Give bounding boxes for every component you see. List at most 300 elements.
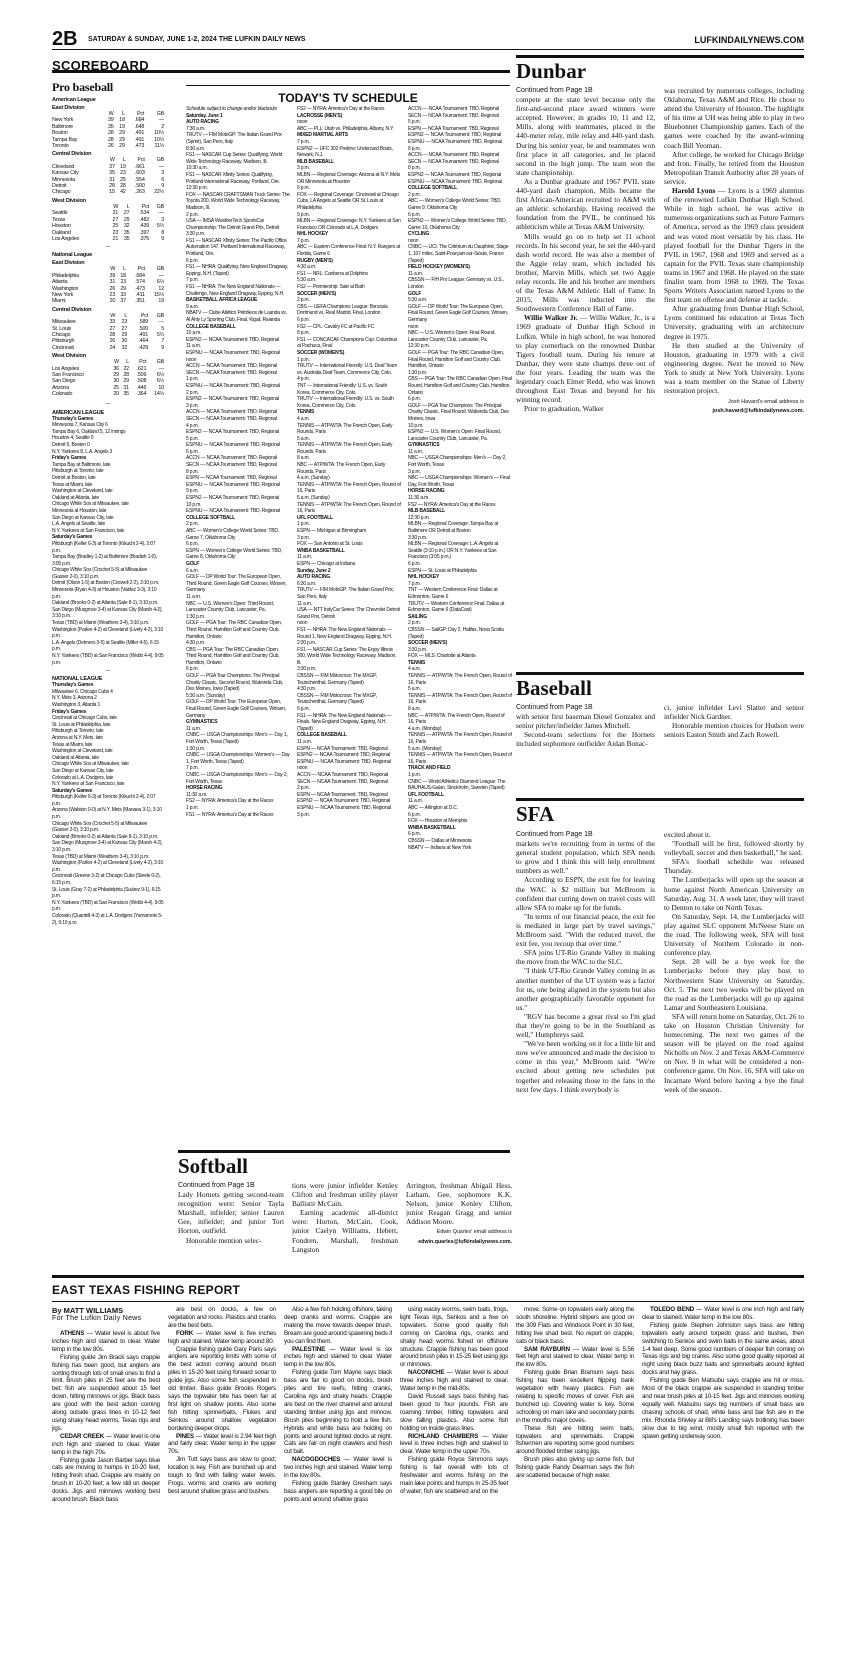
team-name: Arizona	[52, 384, 69, 391]
stat-cell: .375	[139, 235, 150, 242]
game-result: Detroit (Olson 1-5) at Boston (Criswell 2-2), 3:10 p.m.	[52, 580, 160, 587]
stat-cell: 29	[119, 136, 125, 143]
game-result: San Diego (Musgrove 3-4) at Kansas City (Marsh 4-2), 3:10 p.m.	[52, 840, 163, 854]
team-name: Detroit	[52, 183, 67, 190]
stat-cell: .589	[138, 319, 149, 326]
tv-listing: CNBC — USGA Championships: Men's — Day 1, Fort Worth, Texas (Taped)	[186, 732, 288, 745]
stat-cell: .473	[135, 285, 145, 292]
paragraph-lead: RICHLAND CHAMBERS	[408, 1432, 479, 1440]
fishing-col-6	[642, 1306, 804, 1660]
article-paragraph: was recruited by numerous colleges, including Oklahoma, Texas A&M and Rice. He chose to attend the University of Houston. The highlight of his time at UH was being able to play in two Bluebonnet Championship games. Each of the games were coached by the award-winning coach Bill Yeoman.	[664, 86, 804, 150]
article-paragraph: Lady Hornets getting second-team recognition were: Senior Tayla Marshall, infielder; senior Lauren Gee, infielder; and junior Tori Horton, outfield.	[178, 1190, 284, 1236]
softball-byline: Edwin Quarles' email address is	[436, 1229, 512, 1236]
tv-listing: FS1 — NASCAR Cup Series: Qualifying, World Wide Technology Raceway, Madison, Ill.	[186, 152, 283, 165]
game-result: Texas at Miami, late	[52, 481, 93, 488]
article-paragraph	[168, 1433, 276, 1457]
stat-cell: .429	[138, 344, 149, 351]
column-header: L	[124, 312, 128, 319]
tv-listing: 6 p.m.	[408, 211, 421, 218]
tv-listing: 7 p.m.	[297, 237, 310, 244]
article-paragraph	[52, 1433, 160, 1457]
paragraph-lead: NACONICHE	[408, 1369, 445, 1377]
tv-listing: 2 p.m.	[297, 297, 310, 304]
dunbar-email[interactable]: josh.havard@lufkindailynews.com.	[712, 408, 804, 415]
game-result: Houston 4, Seattle 0	[52, 435, 94, 442]
team-name: Minnesota	[52, 176, 76, 183]
column-header: Pct	[139, 359, 147, 366]
stat-cell: 5	[161, 325, 164, 332]
tv-listing: 4 a.m. (Monday)	[408, 725, 442, 732]
tv-listing: MLBN — Regional Coverage: N.Y. Yankees at San Francisco OR Colorado at L.A. Dodgers	[297, 218, 401, 231]
team-name: Tampa Bay	[52, 136, 78, 143]
tv-listing: 7 p.m.	[186, 277, 199, 284]
tv-listing: FS1 — NASCAR Xfinity Series: Qualifying, Portland International Raceway, Portland, Ore.	[186, 171, 280, 185]
stat-cell: 8	[161, 229, 164, 236]
column-header: W	[113, 203, 119, 210]
stat-cell: 22½	[154, 189, 164, 196]
stat-cell: 9	[161, 183, 164, 190]
tv-listing: CBS — PGA Tour: The RBC Canadian Open, Third Round, Hamilton Golf and Country Club, Hamilton, Ontario	[186, 646, 280, 666]
tv-listing: SECN — NCAA Tournament: TBD, Regional	[186, 415, 277, 422]
division-name: West Division	[52, 197, 86, 204]
team-name: San Diego	[52, 378, 76, 385]
tv-listing: FS2 — CPL: Cavalry FC at Pacific FC	[297, 323, 375, 330]
tv-listing: TENNIS — ATP/WTA: The French Open, Round of 16, Paris	[408, 692, 512, 706]
game-result: Washington 3, Atlanta 1	[52, 701, 101, 708]
stat-cell: 19	[120, 163, 126, 170]
article-paragraph: SFA's football schedule was released Thursday.	[664, 857, 804, 876]
softball-continued: Continued from Page 1B	[178, 1182, 255, 1189]
sfa-col-1	[516, 830, 655, 1250]
stat-cell: 26	[107, 143, 114, 150]
tv-listing: 3:30 p.m.	[408, 534, 428, 541]
article-paragraph	[664, 186, 804, 304]
tv-listing: 8 a.m.	[297, 455, 310, 462]
paragraph-text: — Water level is five inches high and stained. Water temp around 80.	[168, 1329, 276, 1345]
stat-cell: .500	[134, 183, 145, 190]
team-name: Boston	[52, 130, 68, 137]
tv-listing: GOLF — PGA Tour Champions: The Principal Charity Classic, Second Round, Wakonda Club, Des Moines, Iowa (Taped)	[186, 673, 284, 693]
tv-listing: 3 p.m.	[186, 402, 199, 409]
stat-cell: 26	[109, 338, 116, 345]
tv-listing: ESPN2 — NCAA Tournament: TBD, Regional	[186, 429, 280, 436]
tv-heading: COLLEGE BASEBALL	[186, 323, 236, 330]
tv-listing: 5:30 a.m.	[408, 297, 428, 304]
game-result: Washington at Cleveland, late	[52, 748, 113, 755]
tv-listing: SECN — NCAA Tournament: TBD, Regional	[186, 369, 277, 376]
scoreboard-title: SCOREBOARD	[52, 58, 149, 73]
tv-listing: TENNIS — ATP/WTA: The French Open, Round of 16, Paris	[408, 673, 512, 686]
tv-listing: 11:30 a.m.	[186, 791, 208, 798]
stat-cell: 21	[112, 235, 119, 242]
tv-listing: 11 a.m.	[186, 593, 201, 600]
sfa-title-bar	[516, 798, 804, 827]
article-paragraph: Fishing guide Ben Matsubu says crappie are hit or miss. Most of the black crappie are suspended in standing timber and near brush piles at 10-15 feet. Jigs and minnows working equally well. Matsubu says big numbers of small bass are chasing schools of shad, white bass and bar fish are in the mix. Rhonda Shivley at Bill's Landing says trotlining has been slow due to big wind, mostly small fish reported with the spawn getting underway soon.	[642, 1377, 804, 1440]
tv-heading: MLB BASEBALL	[297, 158, 335, 165]
tv-listing: 9 p.m.	[186, 488, 199, 495]
tv-listing: ABC — Women's College World Series: TBD, Game 7, Oklahoma City	[186, 528, 279, 541]
tv-listing: 2 p.m.	[408, 191, 421, 198]
team-name: Los Angeles	[52, 235, 80, 242]
table-row	[52, 391, 164, 397]
stat-cell: 35	[109, 170, 115, 177]
tv-listing: TNT — International Friendly: U.S. vs. South Korea, Commerce City, Colo.	[297, 382, 388, 396]
tv-listing: SECN — NCAA Tournament: TBD, Regional	[297, 778, 388, 785]
column-header: L	[122, 157, 126, 164]
stat-cell: .661	[134, 163, 145, 170]
stat-cell: 10	[158, 384, 164, 391]
article-paragraph: After college, he worked for Chicago Bridge and Iron. Finally, he retired from the Houston Metropolitan Transit Authority after 28 years of service.	[664, 149, 804, 186]
tv-listing: 10 a.m.	[186, 330, 202, 337]
game-result: N.Y. Yankees 8, L.A. Angels 3	[52, 448, 113, 455]
stat-cell: .684	[135, 272, 145, 279]
team-name: San Francisco	[52, 372, 84, 378]
paragraph-text: — Water level is one inch high and fairly clear to stained. Water temp in the low 80s.	[642, 1306, 804, 1321]
division-name: East Division	[52, 105, 85, 111]
column-header: W	[110, 266, 116, 273]
team-name: Kansas City	[52, 170, 79, 177]
tv-listing: NBATV — Clube Atlético Petróleos de Luanda vs. Al Ahly Ly Sporting Club, Final, Kigali, Rwanda	[186, 310, 287, 323]
tv-heading: GYMNASTICS	[408, 442, 440, 449]
stat-cell: 31	[123, 384, 129, 391]
tv-listing: TENNIS — ATP/WTA: The French Open, Round of 16, Paris	[297, 481, 401, 495]
tv-listing: TRUTV — International Friendly: U.S. vs. South Korea, Commerce City, Colo.	[297, 396, 394, 409]
column-header: L	[123, 266, 126, 273]
tv-listing: CBSSN — SailGP: Day 2, Halifax, Nova Scotia (Taped)	[408, 626, 504, 640]
al-games-list	[52, 416, 164, 667]
tv-listing: CNBC — UCI: The Critérium du Dauphiné, Stage 1, 107 miles, Saint-Pourçain-sur-Sioule, France (Taped)	[408, 244, 509, 264]
tv-listing: USA — NTT IndyCar Series: The Chevrolet Detroit Grand Prix, Detroit	[297, 607, 400, 620]
paragraph-lead: ATHENS	[60, 1330, 85, 1337]
tv-listing: FS2 — Premiership: Sale at Bath	[297, 284, 365, 291]
division-name: East Division	[52, 260, 85, 267]
stat-cell: 5½	[156, 331, 164, 338]
tv-listing: 3 p.m.	[297, 165, 310, 172]
tv-listing: ESPN — Michigan at Birmingham	[297, 528, 367, 534]
tv-title-bar	[186, 85, 510, 107]
game-result: Texas at Miami, late	[52, 741, 93, 748]
tv-listing: ESPN — Women's College World Series: TBD, Game 8, Oklahoma City	[186, 547, 283, 561]
tv-listing: 12:30 p.m.	[186, 185, 208, 192]
paragraph-text: — Water level is six inches high and stained to clear. Water temp in the low 80s.	[284, 1345, 392, 1369]
tv-listing: FS1 — NASCAR Xfinity Series: The Pacific Office Automation 147, Portland International Raceway, Portland, Ore.	[186, 237, 287, 258]
paragraph-text: — Water level is two inches high and stained. Water temp in the low 80s.	[284, 1456, 392, 1480]
tv-listing: FS2 — NYRA: America's Day at the Races	[297, 106, 385, 112]
article-paragraph: "Football will be first, followed shortly by volleyball, soccer and then basketball," he said.	[664, 839, 804, 858]
stat-cell: 42	[120, 189, 126, 196]
tv-listing: 7 p.m.	[297, 138, 310, 145]
tv-listing: ESPNU — NCAA Tournament: TBD, Regional	[297, 758, 391, 765]
tv-heading: AUTO RACING	[297, 574, 330, 581]
tv-listing: 6 p.m.	[408, 831, 421, 838]
article-paragraph: using wacky worms, swim baits, frogs, light Texas rigs, Senkos and a few on topwaters. Some good quality fish coming on Carolina rigs, cranks and shaky head worms fished on offshore structure. Crappie fishing has been good around brush piles in 15-25 feet using jigs or minnows.	[400, 1306, 508, 1369]
tv-listing: 11 a.m.	[408, 448, 423, 455]
tv-heading: LACROSSE (MEN'S)	[297, 112, 342, 119]
column-header: L	[126, 203, 130, 210]
dunbar-title-bar	[516, 55, 804, 84]
stat-cell: 6½	[156, 279, 164, 286]
stat-cell: 29	[119, 143, 125, 150]
stat-cell: 28	[120, 183, 126, 190]
game-result: Minnesota 7, Kansas City 6	[52, 422, 108, 429]
tv-listing: FOX — NASCAR CRAFTSMAN Truck Series: The Toyota 200, World Wide Technology Raceway, Madison, Ill.	[186, 191, 290, 211]
table-row	[52, 236, 164, 242]
tv-listing: 1 p.m.	[186, 804, 199, 811]
stat-cell: .411	[135, 291, 145, 298]
fishing-col-4	[400, 1306, 508, 1660]
tv-listing: 6 p.m.	[186, 666, 199, 673]
stat-cell: .500	[138, 325, 149, 332]
game-result: San Diego (Musgrove 3-4) at Kansas City (Marsh 4-2), 3:10 p.m.	[52, 606, 163, 620]
tv-listing: GOLF — PGA Tour Champions: The Principal Charity Classic, Final Round, Wakonda Club, Des Moines, Iowa	[408, 402, 509, 422]
paragraph-text: — Water level is 5.56 feet high and stained to clear. Water temp in the low 80s.	[516, 1345, 634, 1369]
stat-cell: 10½	[154, 136, 164, 143]
tv-listing: noon	[186, 356, 197, 363]
tv-listing: 4 p.m.	[297, 376, 310, 383]
nl-title: National League	[52, 252, 93, 259]
game-result: Chicago White Sox (Crochet 5-5) at Milwaukee (Gasser 2-0), 3:10 p.m.	[52, 567, 148, 580]
stat-cell: 23	[109, 291, 116, 298]
tv-col-3	[408, 106, 512, 1046]
softball-col-3	[406, 1181, 512, 1256]
stat-cell: .397	[139, 229, 150, 236]
tv-listing: 12:30 p.m.	[408, 343, 430, 350]
article-paragraph: Fishing guide Royce Simmons says fishing is fair overall with lots of freshwater and worms fishing on the main lake points and humps in 25-35 feet of water; fish are scattered and on the	[400, 1456, 508, 1495]
tv-listing: 1 p.m.	[186, 376, 199, 383]
stat-cell: 24	[109, 344, 116, 351]
stat-cell: 29	[123, 378, 129, 385]
tv-listing: 6:30 a.m.	[297, 580, 317, 587]
article-paragraph	[516, 313, 655, 404]
tv-listing: FS1 — NHRA: The New England Nationals — Finals, New England Dragway, Epping, N.H. (Taped)	[297, 712, 392, 732]
nl-games-title: NATIONAL LEAGUE	[52, 676, 103, 683]
tv-listing: 4:30 p.m.	[297, 686, 317, 693]
tv-listing: 2:30 p.m.	[297, 640, 317, 647]
stat-cell: 29	[123, 216, 130, 223]
stat-cell: .364	[136, 391, 147, 398]
paragraph-text: — Lyons is a 1969 alumnus of the renowned Lufkin Dunbar High School. While in high school, he was active in numerous organizations such as Future Farmers of America, served as the 1969 class president and was voted most versatile by his class. He played football for the Dunbar Tigers in the PVIL in 1967, 1968 and 1969 and served as a captain for the PVIL Texas state championship teams in 1967 and 1968. He played on the state finalist team from 1968 to 1969. The Texas Sports Writers Association named Lyons to the first team on offense and defense at tackle.	[664, 186, 804, 305]
stat-cell: .621	[136, 365, 147, 372]
tv-heading: COLLEGE SOFTBALL	[186, 514, 236, 521]
fishing-byline: By MATT WILLIAMS	[52, 1306, 124, 1315]
tv-listing: 11 a.m.	[408, 798, 423, 805]
tv-heading: MIXED MARTIAL ARTS	[297, 132, 348, 139]
tv-heading: SAILING	[408, 613, 427, 620]
tv-listing: MLBN — Regional Coverage: L.A. Angels at Seattle (3:10 p.m.) OR N.Y. Yankees at San Francisco (3:05 p.m.)	[408, 541, 499, 561]
tv-heading: MLB BASEBALL	[408, 508, 446, 515]
tv-listing: CBSSN — FIM Motocross: The MXGP, Teutschenthal, Germany (Taped)	[297, 692, 377, 706]
game-result: N.Y. Yankees (TBD) at San Francisco (Webb 4-4), 9:05 p.m.	[52, 899, 164, 913]
tv-listing: 11 a.m.	[297, 739, 312, 745]
stat-cell: 35	[123, 229, 130, 236]
tv-listing: noon	[297, 620, 308, 627]
tv-listing: 5:30 a.m. (Sunday)	[186, 692, 225, 699]
tv-listing: CNBC — USGA Championships: Women's — Day 1, Fort Worth, Texas (Taped)	[186, 752, 290, 765]
tv-listing: 2 p.m.	[408, 620, 421, 627]
standings-column: Pro baseball American League East Division W L Pct GB New York 39 18 .684 — Baltimore 35 19 .648 2 Boston 28 29 .491 10½ Tampa Bay 28 29 .491 10½ Toronto 26 29 .473 11½ Central Division W L Pct GB Cleveland 37 19 .661 — Kansas City 35 23 .603 3 Minnesota 31 25 .554 6 Detroit 28 28 .500 9 Chicago 15 42 .263 22½ West Division W L Pct GB Seattle 31 27 .534 — Texas 27 29 .482 3 Houston 25 32 .439 5½ Oakland 23 35 .397 8 Los Angeles 21 35 .375 9 — National League East Division W L Pct GB Philadelphia 39 18 .684 — Atlanta 31 23 .574 6½ Washington 26 29 .473 12 New York 23 33 .411 15½ Miami 20 37 .351 19 Central Division W L Pct GB Milwaukee 33 23 .589 — St. Louis 27 27 .500 5 Chicago 28 29 .491 5½ Pittsburgh 26 30 .464 7 Cincinnati 24 32 .429 9 West Division W L Pct GB Los Angeles 36 22 .621 — San Francisco 29 28 .509 6½ San Diego 30 29 .508 6½ Arizona 25 31 .446 10 Colorado 20 35 .364 14½ — AMERICAN LEAGUE Thursday's Games Minnesota 7, Kansas City 6 Tampa Bay 6, Oakland 5, 12 innings Houston 4, Seattle 0 Detroit 5, Boston 0 N.Y. Yankees 8, L.A. Angels 3 Friday's Games Tampa Bay at Baltimore, late Pittsburgh at Toronto, late Detroit at Boston, late Texas at Miami, late Washington at Cleveland, late Oakland at Atlanta, late Chicago White Sox at Milwaukee, late Minnesota at Houston, late San Diego at Kansas City, late L.A. Angels at Seattle, late N.Y. Yankees at San Francisco, late Saturday's Games Pittsburgh (Keller 6-3) at Toronto (Kikuchi 2-4), 2:07 p.m. Tampa Bay (Bradley 1-2) at Baltimore (Bradish 1-0), 3:05 p.m. Chicago White Sox (Crochet 5-5) at Milwaukee (Gasser 2-0), 3:10 p.m. Detroit (Olson 1-5) at Boston (Criswell 2-2), 3:10 p.m. Minnesota (Ryan 4-3) at Houston (Valdez 3-3), 3:10 p.m. Oakland (Brooks 0-2) at Atlanta (Sale 8-1), 3:10 p.m. San Diego (Musgrove 3-4) at Kansas City (Marsh 4-2), 3:10 p.m. Texas (TBD) at Miami (Weathers 3-4), 3:10 p.m. Washington (Parker 4-2) at Cleveland (Lively 4-2), 3:10 p.m. L.A. Angels (Detmers 3-5) at Seattle (Miller 4-5), 6:15 p.m. N.Y. Yankees (TBD) at San Francisco (Webb 4-4), 9:05 p.m. — NATIONAL LEAGUE Thursday's Games Milwaukee 6, Chicago Cubs 4 N.Y. Mets 3, Arizona 2 Washington 3, Atlanta 1 Friday's Games Cincinnati at Chicago Cubs, late St. Louis at Philadelphia, late Pittsburgh at Toronto, late Arizona at N.Y. Mets, late Texas at Miami, late Washington at Cleveland, late Oakland at Atlanta, late Chicago White Sox at Milwaukee, late San Diego at Kansas City, late Colorado at L.A. Dodgers, late N.Y. Yankees at San Francisco, late Saturday's Games Pittsburgh (Keller 6-3) at Toronto (Kikuchi 2-4), 2:07 p.m. Arizona (Walston 0-0) at N.Y. Mets (Manaea 3-1), 3:10 p.m. Chicago White Sox (Crochet 5-5) at Milwaukee (Gasser 2-0), 3:10 p.m. Oakland (Brooks 0-2) at Atlanta (Sale 8-1), 3:10 p.m. San Diego (Musgrove 3-4) at Kansas City (Marsh 4-2), 3:10 p.m. Texas (TBD) at Miami (Weathers 3-4), 3:10 p.m. Washington (Parker 4-2) at Cleveland (Lively 4-2), 3:10 p.m. Cincinnati (Greene 3-2) at Chicago Cubs (Steele 0-2), 6:15 p.m. St. Louis (Gray 7-2) at Philadelphia (Suárez 9-1), 6:15 p.m. N.Y. Yankees (TBD) at San Francisco (Webb 4-4), 9:05 p.m. Colorado (Quantrill 4-3) at L.A. Dodgers (Yamamoto 5-2), 9:10 p.m.	[52, 80, 164, 926]
standings-table	[52, 266, 164, 304]
division-name: Central Division	[52, 151, 92, 158]
tv-listing: ESPNU — NCAA Tournament: TBD, Regional	[186, 481, 280, 488]
stat-cell: 27	[121, 325, 128, 332]
tv-listing: NBC — ATP/WTA: The French Open, Round of 16, Paris	[408, 712, 505, 726]
game-result: Chicago White Sox at Milwaukee, late	[52, 761, 129, 768]
division-name: Central Division	[52, 306, 92, 313]
tv-heading: COLLEGE SOFTBALL	[408, 185, 458, 192]
tv-listing: 1:30 p.m.	[186, 745, 206, 752]
tv-listing: TENNIS — ATP/WTA: The French Open, Early Rounds, Paris	[297, 422, 393, 436]
tv-title: TODAY'S TV SCHEDULE	[278, 91, 418, 105]
tv-listing: 11 a.m.	[186, 343, 201, 350]
tv-listing: FS1 — CONCACAF Champions Cup: Columbus at Pachuca, Final	[297, 336, 397, 350]
stat-cell: 30	[121, 338, 128, 345]
article-paragraph: markets we're recruiting from in terms of the general student population, which SFA needs to grow and I think this will help enrollment numbers as well."	[516, 839, 655, 876]
game-result: Tampa Bay (Bradley 1-2) at Baltimore (Bradish 1-0), 3:05 p.m.	[52, 554, 157, 567]
column-header: W	[114, 359, 119, 366]
article-paragraph: Honorable mention choices for Hudson were seniors Easton Smith and Zach Rowell.	[664, 721, 804, 740]
standings-table	[52, 157, 164, 195]
tv-heading: COLLEGE BASEBALL	[297, 732, 347, 739]
tv-listing: TRUTV — FIM MotoGP: The Italian Grand Prix, San Pero, Italy	[297, 587, 394, 600]
tv-heading: HORSE RACING	[408, 488, 445, 495]
standings-table	[52, 111, 164, 149]
fishing-col-2	[168, 1306, 276, 1660]
team-name: Washington	[52, 285, 79, 292]
tv-listing: 3:30 p.m.	[408, 646, 428, 653]
stat-cell: 22	[123, 365, 129, 372]
tv-listing: 5 p.m.	[186, 435, 199, 442]
tv-heading: SOCCER (MEN'S)	[297, 290, 336, 297]
game-result: Texas (TBD) at Miami (Weathers 3-4), 3:10 p.m.	[52, 853, 150, 860]
stat-cell: 23	[120, 279, 126, 286]
article-paragraph: are best on docks, a few on vegetation and rocks. Plastics and cranks are the best bets.	[168, 1306, 276, 1329]
article-paragraph: "In terms of our financial peace, the exit fee is mediated in large part by travel savings," McBroom said. "With the reduced travel, the exit fee, you recoup that over time."	[516, 911, 655, 949]
stat-cell: 33	[120, 291, 126, 298]
tv-listing: 6 p.m.	[186, 541, 199, 548]
tv-heading: GOLF	[408, 290, 422, 297]
fishing-col-3	[284, 1306, 392, 1660]
table-row	[52, 298, 164, 304]
site-url[interactable]: LUFKINDAILYNEWS.COM	[694, 35, 804, 45]
stat-cell: 6½	[156, 372, 164, 378]
paragraph-lead: SAM RAYBURN	[524, 1345, 570, 1353]
article-paragraph: According to ESPN, the exit fee for leaving the WAC is $2 million but McBroom is confident that cutting down on travel costs will allow SFA to make up for the funds.	[516, 875, 655, 912]
article-paragraph: Fishing guide Brian Bramum says bass fishing has been excellent flipping bank vegetation with heavy plastics. Fish are relating to specific moves of cover. Fish are bunched up. Covering water is key. Some schooling on main lake and secondary points in the mouths major coves.	[516, 1369, 634, 1424]
tv-listing: ESPN — NCAA Tournament: TBD, Regional	[408, 125, 499, 132]
tv-listing: 6 p.m.	[297, 706, 310, 713]
games-day-heading: Friday's Games	[52, 708, 87, 715]
article-paragraph: Fishing guide Jason Barber says blue cats are moving to humps in 10-20 feet, hitting fresh shad. Crappie are mainly on brush in 10-20 feet; a few still on deeper docks. Jigs and minnows working best around brush. Black bass	[52, 1456, 160, 1504]
games-day-heading: Thursday's Games	[52, 415, 94, 422]
stat-cell: 29	[120, 285, 126, 292]
tv-heading: WNBA BASKETBALL	[408, 824, 456, 831]
team-name: Philadelphia	[52, 272, 79, 279]
fishing-col-5	[516, 1306, 634, 1660]
stat-cell: 19	[158, 298, 164, 305]
stat-cell: 18	[119, 117, 125, 124]
game-result: Detroit at Boston, late	[52, 474, 96, 481]
stat-cell: 12	[158, 285, 164, 292]
tv-listing: ACCN — NCAA Tournament: TBD, Regional	[408, 152, 500, 159]
tv-listing: ESPN — NCAA Tournament: TBD, Regional	[297, 791, 388, 798]
stat-cell: —	[158, 117, 164, 124]
team-name: Cleveland	[52, 163, 75, 170]
team-name: St. Louis	[52, 325, 72, 332]
column-header: L	[126, 359, 129, 366]
stat-cell: 7	[161, 338, 164, 345]
tv-listing: FS1 — NYRA: America's Day at the Races	[186, 811, 274, 818]
game-result: L.A. Angels at Seattle, late	[52, 521, 106, 528]
baseball-title: Baseball	[516, 676, 592, 700]
tv-listing: 6 p.m.	[408, 560, 421, 567]
tv-heading: GOLF	[186, 560, 200, 567]
tv-listing: ESPN — St. Louis at Philadelphia	[408, 567, 477, 574]
stat-cell: .491	[134, 136, 145, 143]
stat-cell: —	[158, 319, 164, 326]
tv-listing: ESPNU — NCAA Tournament: TBD, Regional	[186, 382, 280, 389]
game-result: Chicago White Sox at Milwaukee, late	[52, 501, 129, 508]
game-result: L.A. Angels (Detmers 3-5) at Seattle (Miller 4-5), 6:15 p.m.	[52, 639, 159, 653]
tv-listing: ESPN2 — NCAA Tournament: TBD, Regional	[186, 336, 280, 343]
stat-cell: 29	[119, 130, 125, 137]
baseball-title-bar	[516, 672, 804, 701]
stat-cell: —	[158, 365, 164, 372]
article-paragraph	[642, 1306, 804, 1322]
article-paragraph: "I think UT-Rio Grande Valley coming in as another member of the UT system was a factor for us, one being aligned in the system but also another geographically favorable opponent for us."	[516, 966, 655, 1012]
column-header: Pct	[141, 203, 150, 210]
tv-listing: 8:30 a.m.	[186, 145, 206, 152]
article-paragraph	[400, 1433, 508, 1457]
column-header: Pct	[140, 312, 149, 319]
game-result: San Diego at Kansas City, late	[52, 767, 114, 774]
tv-listing: MLBN — Regional Coverage: Tampa Bay at Baltimore OR Detroit at Boston	[408, 521, 499, 534]
column-header: W	[108, 111, 114, 117]
tv-listing: 4:30 p.m.	[186, 640, 206, 647]
stat-cell: 9	[161, 344, 164, 351]
game-result: Minnesota at Houston, late	[52, 507, 107, 514]
game-result: Tampa Bay 6, Oakland 5, 12 innings	[52, 428, 126, 435]
softball-email[interactable]: edwin.quarles@lufkindailynews.com.	[418, 1238, 512, 1245]
softball-title: Softball	[178, 1154, 249, 1178]
tv-listing: 1 p.m.	[297, 356, 310, 363]
softball-col-1	[178, 1181, 284, 1256]
stat-cell: 28	[107, 136, 114, 143]
stat-cell: 23	[112, 229, 119, 236]
tv-listing: ESPNU — NCAA Tournament: TBD, Regional	[186, 508, 280, 515]
tv-listing: NBC — USGA Championships: Men's — Day 2, Fort Worth, Texas	[408, 455, 507, 469]
games-day-heading: Friday's Games	[52, 455, 87, 462]
baseball-col-1	[516, 703, 655, 783]
tv-listing: CBSSN — FIH Pro League: Germany vs. U.S., London	[408, 277, 504, 291]
tv-listing: 9 p.m.	[297, 211, 310, 218]
table-row	[52, 345, 164, 351]
tv-listing: ESPN — NCAA Tournament: TBD, Regional	[297, 745, 388, 752]
column-header: W	[110, 312, 116, 319]
tv-listing: 11 a.m.	[297, 554, 312, 561]
tv-listing: FOX — San Antonio at St. Louis	[297, 541, 363, 548]
tv-listing: 6 p.m.	[408, 811, 421, 818]
tv-listing: FS1 — NHRA: The New England Nationals — Round 1, New England Dragway, Epping, N.H.	[297, 626, 392, 640]
tv-listing: ESPNU — NCAA Tournament: TBD, Regional	[186, 349, 280, 356]
tv-heading: HORSE RACING	[186, 785, 223, 792]
paragraph-text: — Willie Walker, Jr., is a 1969 graduate of Dunbar High School in Lufkin. While in high school, he was honored to play cornerback on the renowned Dunbar Tigers football team. During his tenure at Dunbar, they were state champs three out of the four years. Leading the team was the legendary coach Elmer Redd, who was known throughout East Texas and beyond for his winning record.	[516, 313, 655, 405]
stat-cell: .603	[134, 170, 145, 177]
dunbar-byline: Josh Havard's email address is	[728, 399, 804, 406]
standings-table	[52, 359, 164, 397]
stat-cell: .684	[134, 117, 145, 124]
stat-cell: .351	[135, 298, 145, 305]
stat-cell: 9	[161, 235, 164, 242]
